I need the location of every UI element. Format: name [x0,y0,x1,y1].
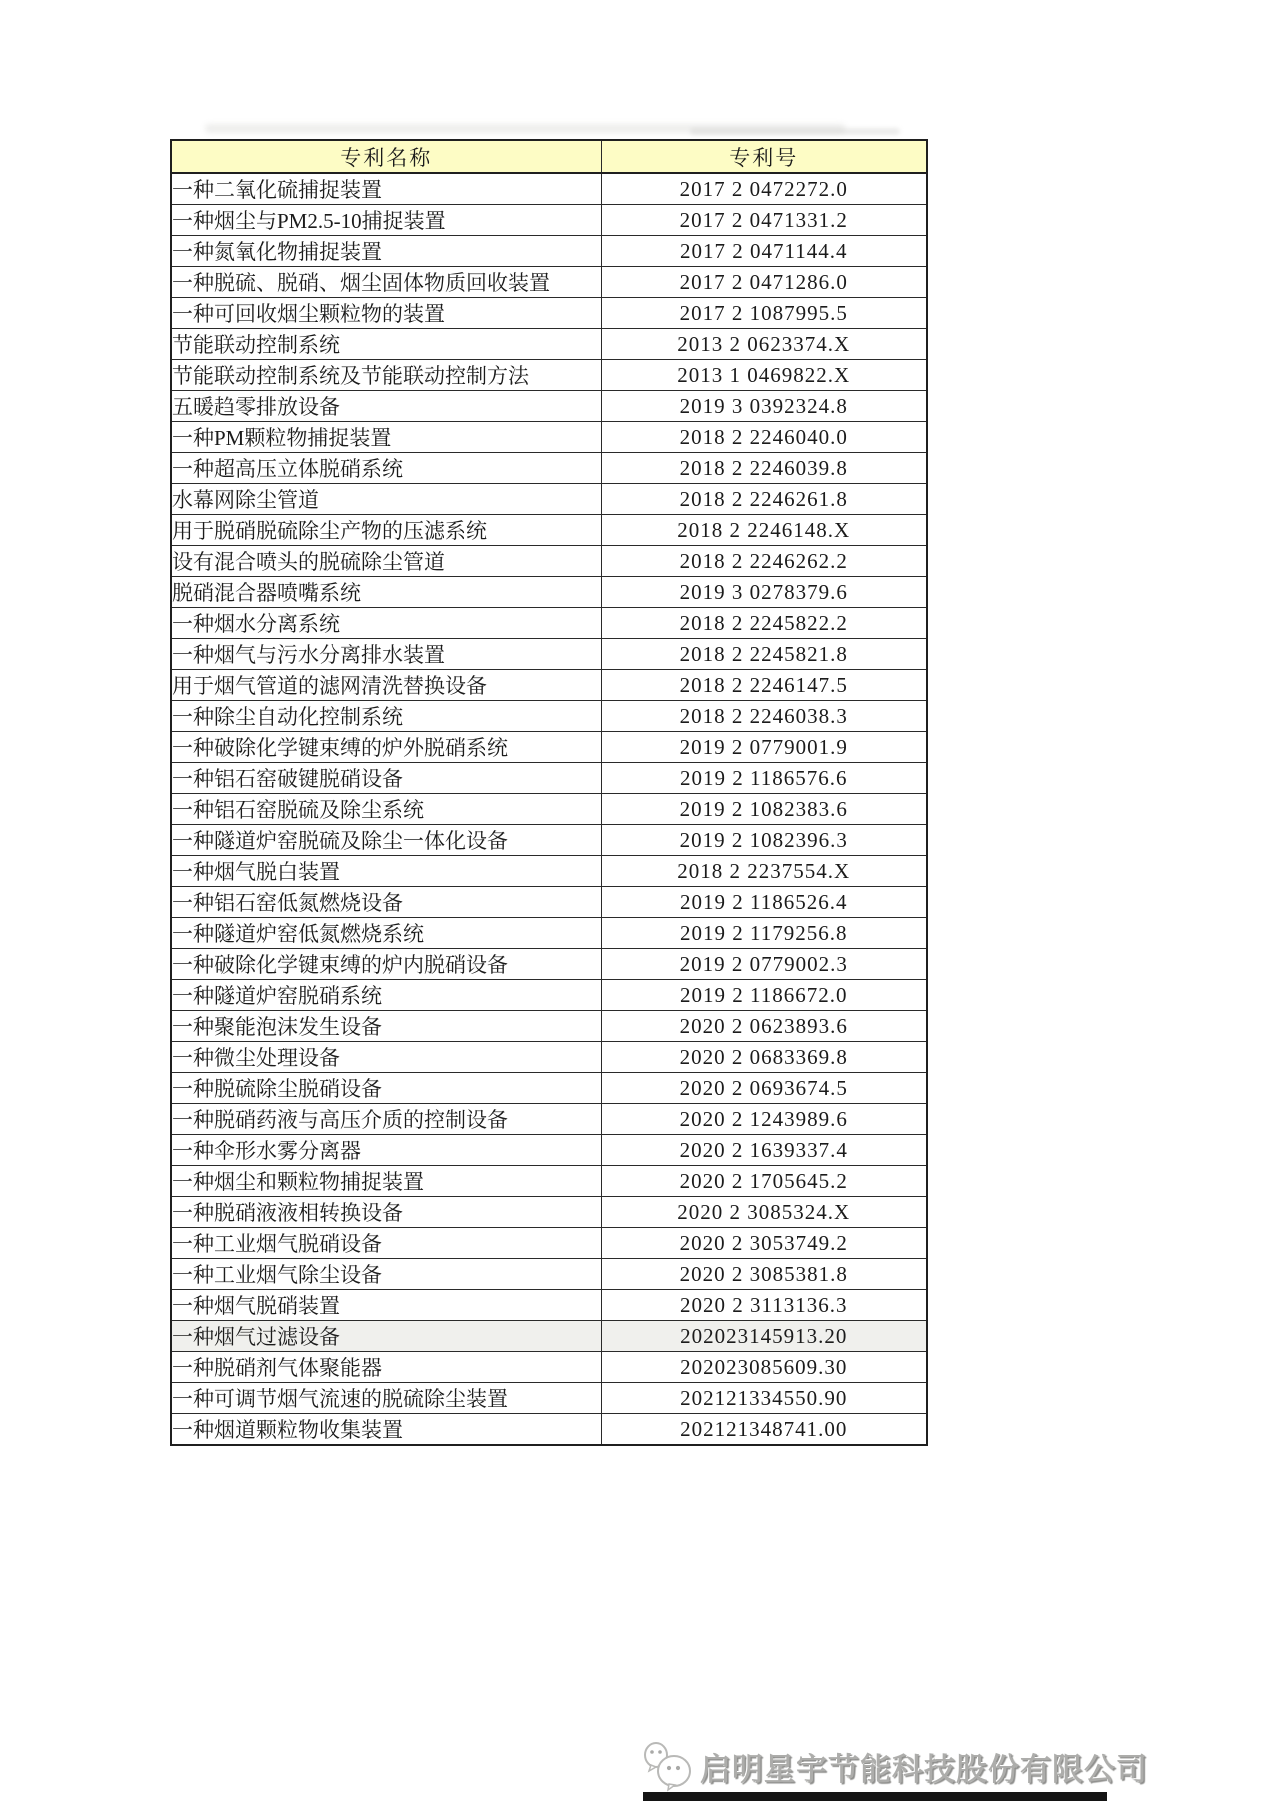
table-row [171,794,927,825]
patent-name-cell: 一种脱硝液液相转换设备 [171,1197,601,1228]
table-row [171,1042,927,1073]
table-row [171,1259,927,1290]
patent-number-cell: 2019 2 0779002.3 [601,949,927,980]
patent-name-cell: 一种可回收烟尘颗粒物的装置 [171,298,601,329]
patent-number-cell: 2018 2 2237554.X [601,856,927,887]
patent-name-cell: 五暖趋零排放设备 [171,391,601,422]
table-row [171,422,927,453]
table-row [171,515,927,546]
patent-number-cell: 2018 2 2246262.2 [601,546,927,577]
patent-name-cell: 一种烟气与污水分离排水装置 [171,639,601,670]
patent-name-cell: 一种铝石窑脱硫及除尘系统 [171,794,601,825]
patent-number-cell: 2018 2 2246040.0 [601,422,927,453]
table-row [171,732,927,763]
patent-number-cell: 2020 2 3113136.3 [601,1290,927,1321]
patent-number-cell: 2018 2 2246147.5 [601,670,927,701]
patent-name-cell: 一种烟道颗粒物收集装置 [171,1414,601,1446]
patent-name-cell: 一种除尘自动化控制系统 [171,701,601,732]
table-row [171,980,927,1011]
patent-number-cell: 2020 2 0683369.8 [601,1042,927,1073]
table-row [171,173,927,205]
patent-name-cell: 设有混合喷头的脱硫除尘管道 [171,546,601,577]
patent-name-cell: 一种烟气脱硝装置 [171,1290,601,1321]
patent-number-cell: 2013 1 0469822.X [601,360,927,391]
table-row [171,639,927,670]
patent-name-cell: 一种脱硫、脱硝、烟尘固体物质回收装置 [171,267,601,298]
patent-number-cell: 2020 2 1243989.6 [601,1104,927,1135]
patent-name-cell: 节能联动控制系统及节能联动控制方法 [171,360,601,391]
table-row [171,887,927,918]
patent-number-cell: 2018 2 2246148.X [601,515,927,546]
patent-name-cell: 一种脱硝剂气体聚能器 [171,1352,601,1383]
company-footer [642,1738,1148,1794]
table-row [171,484,927,515]
patent-number-cell: 2013 2 0623374.X [601,329,927,360]
patent-number-cell: 2017 2 0471144.4 [601,236,927,267]
table-row [171,1228,927,1259]
table-row [171,701,927,732]
patent-name-cell: 一种隧道炉窑脱硝系统 [171,980,601,1011]
patent-number-cell: 202121334550.90 [601,1383,927,1414]
table-row [171,1135,927,1166]
patent-number-cell: 2020 2 1639337.4 [601,1135,927,1166]
patent-name-cell: 一种烟气脱白装置 [171,856,601,887]
patent-number-cell: 2018 2 2245822.2 [601,608,927,639]
patent-name-cell: 一种可调节烟气流速的脱硫除尘装置 [171,1383,601,1414]
table-row [171,453,927,484]
patent-number-cell: 2019 2 1179256.8 [601,918,927,949]
table-row [171,267,927,298]
table-row [171,1352,927,1383]
table-row [171,918,927,949]
patent-name-header: 专利名称 [171,140,601,173]
patent-name-cell: 一种铝石窑破键脱硝设备 [171,763,601,794]
table-row [171,949,927,980]
table-row [171,298,927,329]
table-header-row [171,140,927,173]
patent-number-cell: 202023085609.30 [601,1352,927,1383]
table-row [171,546,927,577]
patent-name-cell: 一种工业烟气脱硝设备 [171,1228,601,1259]
table-row [171,391,927,422]
patent-number-cell: 2019 2 0779001.9 [601,732,927,763]
patent-name-cell: 一种铝石窑低氮燃烧设备 [171,887,601,918]
patent-number-cell: 202121348741.00 [601,1414,927,1446]
patent-number-header: 专利号 [601,140,927,173]
patent-name-cell: 一种工业烟气除尘设备 [171,1259,601,1290]
patent-number-cell: 2018 2 2245821.8 [601,639,927,670]
table-row [171,1197,927,1228]
patent-name-cell: 一种烟尘和颗粒物捕捉装置 [171,1166,601,1197]
patent-number-cell: 2019 2 1186526.4 [601,887,927,918]
table-row [171,1414,927,1446]
table-row [171,236,927,267]
patent-number-cell: 2017 2 0471331.2 [601,205,927,236]
table-row [171,608,927,639]
patent-number-cell: 2020 2 0693674.5 [601,1073,927,1104]
patent-name-cell: 一种烟水分离系统 [171,608,601,639]
patent-name-cell: 一种脱硫除尘脱硝设备 [171,1073,601,1104]
patent-number-cell: 2017 2 1087995.5 [601,298,927,329]
patent-name-cell: 一种破除化学键束缚的炉外脱硝系统 [171,732,601,763]
patent-name-cell: 一种烟尘与PM2.5-10捕捉装置 [171,205,601,236]
table-row [171,1104,927,1135]
patent-name-cell: 一种烟气过滤设备 [171,1321,601,1352]
patent-name-cell: 一种聚能泡沫发生设备 [171,1011,601,1042]
patent-table [170,139,928,1446]
table-row [171,1321,927,1352]
company-name: 启明星宇节能科技股份有限公司 [700,1751,1148,1787]
patent-number-cell: 2018 2 2246038.3 [601,701,927,732]
patent-name-cell: 脱硝混合器喷嘴系统 [171,577,601,608]
table-row [171,1011,927,1042]
table-row [171,205,927,236]
patent-number-cell: 2020 2 3085381.8 [601,1259,927,1290]
patent-name-cell: 一种微尘处理设备 [171,1042,601,1073]
table-row [171,856,927,887]
patent-number-cell: 2019 3 0392324.8 [601,391,927,422]
table-row [171,1166,927,1197]
patent-number-cell: 2020 2 1705645.2 [601,1166,927,1197]
patent-name-cell: 一种二氧化硫捕捉装置 [171,173,601,205]
table-row [171,1383,927,1414]
patent-name-cell: 一种伞形水雾分离器 [171,1135,601,1166]
patent-number-cell: 2020 2 0623893.6 [601,1011,927,1042]
table-row [171,1290,927,1321]
table-row [171,670,927,701]
patent-name-cell: 一种PM颗粒物捕捉装置 [171,422,601,453]
patent-number-cell: 2017 2 0472272.0 [601,173,927,205]
table-row [171,763,927,794]
table-row [171,1073,927,1104]
scan-smear-2 [690,128,900,135]
table-row [171,329,927,360]
table-row [171,825,927,856]
patent-name-cell: 用于烟气管道的滤网清洗替换设备 [171,670,601,701]
company-logo-icon [642,1740,696,1792]
patent-name-cell: 一种破除化学键束缚的炉内脱硝设备 [171,949,601,980]
patent-name-cell: 一种隧道炉窑低氮燃烧系统 [171,918,601,949]
patent-name-cell: 一种隧道炉窑脱硫及除尘一体化设备 [171,825,601,856]
patent-name-cell: 一种氮氧化物捕捉装置 [171,236,601,267]
patent-number-cell: 2018 2 2246261.8 [601,484,927,515]
patent-number-cell: 2019 3 0278379.6 [601,577,927,608]
table-row [171,360,927,391]
patent-number-cell: 2019 2 1082383.6 [601,794,927,825]
patent-number-cell: 2020 2 3053749.2 [601,1228,927,1259]
patent-number-cell: 2020 2 3085324.X [601,1197,927,1228]
patent-name-cell: 一种超高压立体脱硝系统 [171,453,601,484]
patent-name-cell: 节能联动控制系统 [171,329,601,360]
patent-name-cell: 水幕网除尘管道 [171,484,601,515]
table-row [171,577,927,608]
patent-name-cell: 一种脱硝药液与高压介质的控制设备 [171,1104,601,1135]
patent-number-cell: 2017 2 0471286.0 [601,267,927,298]
patent-number-cell: 202023145913.20 [601,1321,927,1352]
patent-number-cell: 2018 2 2246039.8 [601,453,927,484]
patent-name-cell: 用于脱硝脱硫除尘产物的压滤系统 [171,515,601,546]
patent-number-cell: 2019 2 1082396.3 [601,825,927,856]
patent-number-cell: 2019 2 1186672.0 [601,980,927,1011]
patent-number-cell: 2019 2 1186576.6 [601,763,927,794]
footer-divider-bar [643,1792,1107,1801]
